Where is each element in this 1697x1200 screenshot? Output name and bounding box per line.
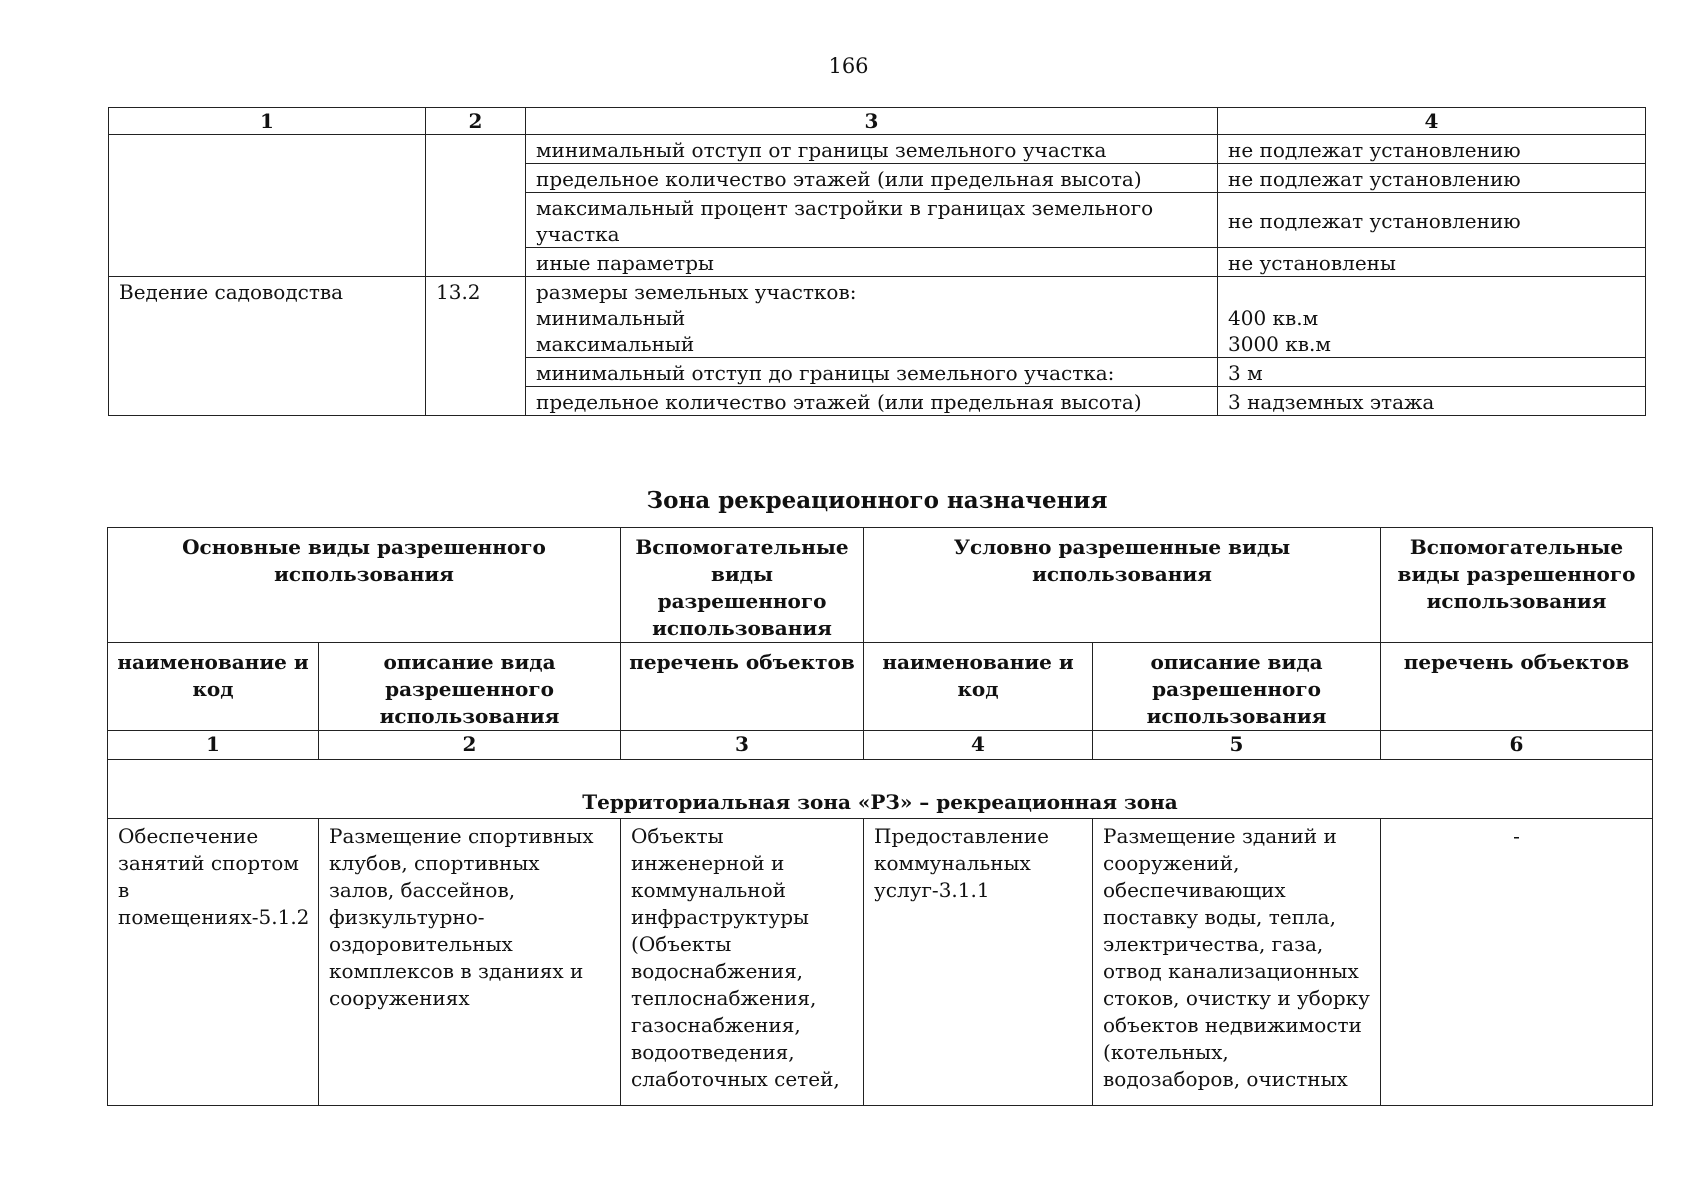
column-number: 5 [1093,731,1381,760]
column-header-3: 3 [526,108,1218,135]
column-number: 6 [1381,731,1653,760]
use-name-cell: Ведение садоводства [109,277,426,416]
value-cell: 3 надземных этажа [1218,387,1646,416]
size-title: размеры земельных участков: [536,280,857,304]
table-row [108,819,1653,1106]
param-cell: минимальный отступ до границы земельного участка: [526,358,1218,387]
cell-conditional-name-code: Предоставление коммунальных услуг-3.1.1 [864,819,1093,1106]
param-cell: максимальный процент застройки в границах земельного участка [526,193,1218,248]
use-code-cell: 13.2 [426,277,526,416]
sub-header-name-code-1: наименование и код [108,643,319,731]
cell-conditional-description: Размещение зданий и сооружений, обеспечивающих поставку воды, тепла, электричества, газа, отвод канализационных стоков, очистку и уборку объектов недвижимости (котельных, водозаборов, очистных [1093,819,1381,1106]
column-number: 2 [319,731,621,760]
param-cell: предельное количество этажей (или предельная высота) [526,387,1218,416]
sub-header-objects-2: перечень объектов [1381,643,1653,731]
table-row [109,277,1646,358]
sub-header-description-1: описание вида разрешенного использования [319,643,621,731]
group-header-conditional: Условно разрешенные виды использования [864,528,1381,643]
empty-code-cell [426,135,526,277]
param-cell: предельное количество этажей (или предельная высота) [526,164,1218,193]
value-cell: не подлежат установлению [1218,193,1646,248]
header-row [109,108,1646,135]
group-header-aux2: Вспомогательные виды разрешенного использования [1381,528,1653,643]
column-header-1: 1 [109,108,426,135]
value-cell: не подлежат установлению [1218,164,1646,193]
param-cell: минимальный отступ от границы земельного участка [526,135,1218,164]
cell-objects: Объекты инженерной и коммунальной инфраструктуры (Объекты водоснабжения, теплоснабжения, газоснабжения, водоотведения, слаботочных сетей, [621,819,864,1106]
parameters-table [108,107,1646,416]
size-min-label: минимальный [536,306,686,330]
group-header-row [108,528,1653,643]
section-title: Зона рекреационного назначения [646,487,1108,514]
column-number: 3 [621,731,864,760]
column-header-4: 4 [1218,108,1646,135]
column-number: 1 [108,731,319,760]
value-cell: не подлежат установлению [1218,135,1646,164]
value-cell: не установлены [1218,248,1646,277]
sub-header-objects-1: перечень объектов [621,643,864,731]
column-number: 4 [864,731,1093,760]
column-header-2: 2 [426,108,526,135]
page-number: 166 [828,54,869,78]
empty-name-cell [109,135,426,277]
group-header-main: Основные виды разрешенного использования [108,528,621,643]
size-param-cell [526,277,1218,358]
param-cell: иные параметры [526,248,1218,277]
sub-header-name-code-2: наименование и код [864,643,1093,731]
group-header-aux1: Вспомогательные виды разрешенного использования [621,528,864,643]
size-value-cell [1218,277,1646,358]
value-cell: 3 м [1218,358,1646,387]
column-number-row [108,731,1653,760]
sub-header-description-2: описание вида разрешенного использования [1093,643,1381,731]
zone-label-row [108,760,1653,819]
cell-description: Размещение спортивных клубов, спортивных залов, бассейнов, физкультурно-оздоровительных комплексов в зданиях и сооружениях [319,819,621,1106]
cell-name-code: Обеспечение занятий спортом в помещениях-5.1.2 [108,819,319,1106]
table-row [109,135,1646,164]
zone-table [107,527,1653,1106]
cell-conditional-objects: - [1381,819,1653,1106]
size-max-value: 3000 кв.м [1228,332,1331,356]
size-min-value: 400 кв.м [1228,306,1319,330]
zone-label: Территориальная зона «РЗ» – рекреационная зона [108,760,1653,819]
size-max-label: максимальный [536,332,695,356]
sub-header-row [108,643,1653,731]
